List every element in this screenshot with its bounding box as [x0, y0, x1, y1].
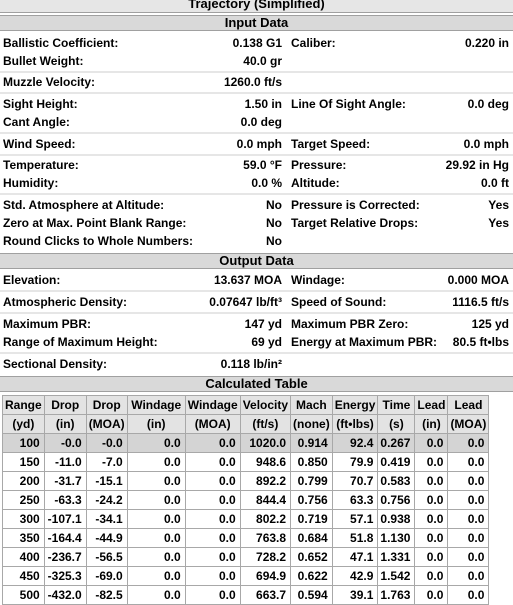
atmospheric-density-label: Atmospheric Density: [3, 295, 128, 309]
table-row [3, 548, 489, 567]
table-cell: 0.0 [448, 567, 489, 586]
table-cell: 0.419 [378, 453, 415, 472]
table-cell: 0.0 [127, 586, 185, 605]
line-of-sight-angle-value: 0.0 deg [467, 97, 509, 111]
table-cell: 0.652 [291, 548, 333, 567]
table-cell: 0.0 [415, 510, 448, 529]
table-cell: 663.7 [240, 586, 290, 605]
table-cell: 0.594 [291, 586, 333, 605]
max-pbr-zero-value: 125 yd [471, 317, 509, 331]
muzzle-velocity-label: Muzzle Velocity: [3, 75, 96, 89]
table-header-cell: Windage [127, 396, 185, 415]
table-cell: -69.0 [86, 567, 127, 586]
zero-max-pbr-label: Zero at Max. Point Blank Range: [3, 216, 187, 230]
table-cell: 0.583 [378, 472, 415, 491]
atmospheric-density-value: 0.07647 lb/ft³ [209, 295, 282, 309]
divider [0, 92, 513, 94]
table-row [3, 434, 489, 453]
target-relative-drops-value: Yes [488, 216, 509, 230]
table-cell: 0.0 [127, 472, 185, 491]
max-pbr-zero-label: Maximum PBR Zero: [291, 317, 409, 331]
table-cell: 150 [3, 453, 45, 472]
std-atmosphere-value: No [266, 198, 282, 212]
table-header-cell: (ft•lbs) [332, 415, 378, 434]
table-cell: 0.267 [378, 434, 415, 453]
table-cell: -24.2 [86, 491, 127, 510]
table-cell: -63.3 [44, 491, 86, 510]
table-cell: 100 [3, 434, 45, 453]
table-cell: 892.2 [240, 472, 290, 491]
table-cell: 350 [3, 529, 45, 548]
table-cell: 948.6 [240, 453, 290, 472]
table-cell: -0.0 [86, 434, 127, 453]
divider [0, 193, 513, 195]
divider [0, 352, 513, 354]
pressure-corrected-value: Yes [488, 198, 509, 212]
table-cell: 500 [3, 586, 45, 605]
altitude-value: 0.0 ft [480, 176, 509, 190]
speed-of-sound-value: 1116.5 ft/s [452, 295, 509, 309]
table-cell: 0.0 [415, 586, 448, 605]
divider [0, 312, 513, 314]
table-cell: -11.0 [44, 453, 86, 472]
table-cell: -15.1 [86, 472, 127, 491]
table-cell: 0.0 [185, 586, 240, 605]
table-cell: 0.0 [185, 453, 240, 472]
table-cell: -31.7 [44, 472, 86, 491]
humidity-value: 0.0 % [251, 176, 282, 190]
table-cell: 0.0 [448, 529, 489, 548]
table-row [3, 453, 489, 472]
table-cell: 763.8 [240, 529, 290, 548]
table-cell: 0.756 [378, 491, 415, 510]
table-header-cell: (ft/s) [240, 415, 290, 434]
table-cell: -164.4 [44, 529, 86, 548]
table-cell: 0.0 [185, 567, 240, 586]
windage-value: 0.000 MOA [447, 273, 509, 287]
table-cell: 300 [3, 510, 45, 529]
ballistic-coefficient-label: Ballistic Coefficient: [3, 36, 119, 50]
table-cell: 42.9 [332, 567, 378, 586]
table-row [3, 510, 489, 529]
table-cell: 0.850 [291, 453, 333, 472]
divider [0, 132, 513, 134]
table-cell: 0.0 [448, 434, 489, 453]
bullet-weight-label: Bullet Weight: [3, 54, 84, 68]
pressure-corrected-label: Pressure is Corrected: [291, 198, 420, 212]
table-cell: 0.0 [448, 491, 489, 510]
table-cell: 0.0 [185, 548, 240, 567]
table-cell: 0.799 [291, 472, 333, 491]
table-cell: 0.0 [127, 548, 185, 567]
max-pbr-value: 147 yd [244, 317, 282, 331]
max-pbr-label: Maximum PBR: [3, 317, 92, 331]
table-cell: 0.0 [127, 434, 185, 453]
table-header-cell: Range [3, 396, 45, 415]
temperature-value: 59.0 °F [243, 158, 282, 172]
energy-max-pbr-label: Energy at Maximum PBR: [291, 335, 438, 349]
table-cell: 0.0 [185, 434, 240, 453]
table-cell: 450 [3, 567, 45, 586]
table-row [3, 529, 489, 548]
window-title: Trajectory (Simplified) [0, 0, 513, 13]
sight-height-label: Sight Height: [3, 97, 78, 111]
table-cell: 0.0 [448, 472, 489, 491]
table-header-cell: Mach [291, 396, 333, 415]
table-header-cell: Drop [86, 396, 127, 415]
table-cell: 0.684 [291, 529, 333, 548]
table-cell: 1.130 [378, 529, 415, 548]
sight-height-value: 1.50 in [244, 97, 282, 111]
table-cell: 0.914 [291, 434, 333, 453]
elevation-label: Elevation: [3, 273, 61, 287]
table-header-row [3, 415, 489, 434]
temperature-label: Temperature: [3, 158, 79, 172]
divider [0, 290, 513, 292]
table-cell: 0.0 [448, 548, 489, 567]
range-max-height-value: 69 yd [251, 335, 282, 349]
pressure-value: 29.92 in Hg [445, 158, 509, 172]
table-cell: -44.9 [86, 529, 127, 548]
elevation-value: 13.637 MOA [213, 273, 282, 287]
table-cell: 0.0 [415, 491, 448, 510]
table-header-cell: (MOA) [86, 415, 127, 434]
line-of-sight-angle-label: Line Of Sight Angle: [291, 97, 406, 111]
cant-angle-label: Cant Angle: [3, 115, 70, 129]
table-cell: 844.4 [240, 491, 290, 510]
table-cell: 200 [3, 472, 45, 491]
std-atmosphere-label: Std. Atmosphere at Altitude: [3, 198, 165, 212]
altitude-label: Altitude: [291, 176, 340, 190]
speed-of-sound-label: Speed of Sound: [291, 295, 387, 309]
table-cell: 0.0 [415, 548, 448, 567]
output-data-header: Output Data [0, 253, 513, 269]
ballistic-coefficient-value: 0.138 G1 [232, 36, 282, 50]
table-cell: 694.9 [240, 567, 290, 586]
table-cell: 0.0 [185, 510, 240, 529]
table-cell: 0.0 [185, 529, 240, 548]
muzzle-velocity-value: 1260.0 ft/s [223, 75, 282, 89]
caliber-label: Caliber: [291, 36, 336, 50]
table-cell: 1020.0 [240, 434, 290, 453]
table-cell: -0.0 [44, 434, 86, 453]
table-header-cell: (s) [378, 415, 415, 434]
table-header-cell: (yd) [3, 415, 45, 434]
table-cell: 1.542 [378, 567, 415, 586]
target-speed-label: Target Speed: [291, 137, 371, 151]
table-header-cell: (MOA) [185, 415, 240, 434]
range-max-height-label: Range of Maximum Height: [3, 335, 158, 349]
table-cell: 0.0 [127, 529, 185, 548]
table-row [3, 472, 489, 491]
table-header-cell: (in) [415, 415, 448, 434]
table-header-cell: (MOA) [448, 415, 489, 434]
table-cell: 0.0 [415, 472, 448, 491]
cant-angle-value: 0.0 deg [240, 115, 282, 129]
target-relative-drops-label: Target Relative Drops: [291, 216, 419, 230]
table-cell: 0.0 [127, 453, 185, 472]
wind-speed-value: 0.0 mph [236, 137, 282, 151]
table-cell: -236.7 [44, 548, 86, 567]
table-header-cell: Windage [185, 396, 240, 415]
table-header-cell: Lead [415, 396, 448, 415]
table-cell: 39.1 [332, 586, 378, 605]
zero-max-pbr-value: No [266, 216, 282, 230]
table-cell: 63.3 [332, 491, 378, 510]
table-cell: 0.0 [127, 510, 185, 529]
table-header-cell: Velocity [240, 396, 290, 415]
caliber-value: 0.220 in [464, 36, 509, 50]
table-cell: 70.7 [332, 472, 378, 491]
target-speed-value: 0.0 mph [463, 137, 509, 151]
table-cell: 0.0 [415, 453, 448, 472]
table-cell: 0.0 [415, 434, 448, 453]
table-header-row [3, 396, 489, 415]
table-cell: 51.8 [332, 529, 378, 548]
table-cell: 0.719 [291, 510, 333, 529]
windage-label: Windage: [291, 273, 345, 287]
table-cell: 0.0 [448, 453, 489, 472]
round-clicks-label: Round Clicks to Whole Numbers: [3, 234, 194, 248]
table-cell: 0.0 [127, 567, 185, 586]
table-cell: 728.2 [240, 548, 290, 567]
table-row [3, 567, 489, 586]
pressure-label: Pressure: [291, 158, 347, 172]
table-cell: 0.622 [291, 567, 333, 586]
table-cell: 1.331 [378, 548, 415, 567]
table-cell: 0.0 [448, 510, 489, 529]
table-cell: 47.1 [332, 548, 378, 567]
table-cell: -107.1 [44, 510, 86, 529]
table-cell: 0.0 [415, 529, 448, 548]
wind-speed-label: Wind Speed: [3, 137, 76, 151]
table-cell: 0.0 [448, 586, 489, 605]
table-cell: 79.9 [332, 453, 378, 472]
table-cell: 1.763 [378, 586, 415, 605]
energy-max-pbr-value: 80.5 ft•lbs [452, 335, 509, 349]
table-cell: -432.0 [44, 586, 86, 605]
sectional-density-value: 0.118 lb/in² [220, 357, 282, 371]
calculated-table-header: Calculated Table [0, 376, 513, 392]
humidity-label: Humidity: [3, 176, 59, 190]
table-cell: -56.5 [86, 548, 127, 567]
table-cell: 0.0 [185, 472, 240, 491]
table-cell: 250 [3, 491, 45, 510]
table-cell: 400 [3, 548, 45, 567]
table-cell: 57.1 [332, 510, 378, 529]
sectional-density-label: Sectional Density: [3, 357, 108, 371]
table-header-cell: (in) [127, 415, 185, 434]
table-cell: 0.0 [185, 491, 240, 510]
table-cell: 0.0 [415, 567, 448, 586]
bullet-weight-value: 40.0 gr [243, 54, 282, 68]
table-cell: -7.0 [86, 453, 127, 472]
calculated-table [2, 395, 489, 605]
table-header-cell: (in) [44, 415, 86, 434]
input-data-header: Input Data [0, 15, 513, 31]
table-cell: 0.0 [127, 491, 185, 510]
table-row [3, 586, 489, 605]
table-header-cell: Time [378, 396, 415, 415]
table-row [3, 491, 489, 510]
table-cell: -34.1 [86, 510, 127, 529]
table-cell: 802.2 [240, 510, 290, 529]
table-cell: -325.3 [44, 567, 86, 586]
table-cell: 0.938 [378, 510, 415, 529]
table-cell: 92.4 [332, 434, 378, 453]
table-header-cell: Lead [448, 396, 489, 415]
table-header-cell: (none) [291, 415, 333, 434]
table-header-cell: Energy [332, 396, 378, 415]
table-header-cell: Drop [44, 396, 86, 415]
round-clicks-value: No [266, 234, 282, 248]
table-cell: -82.5 [86, 586, 127, 605]
table-cell: 0.756 [291, 491, 333, 510]
